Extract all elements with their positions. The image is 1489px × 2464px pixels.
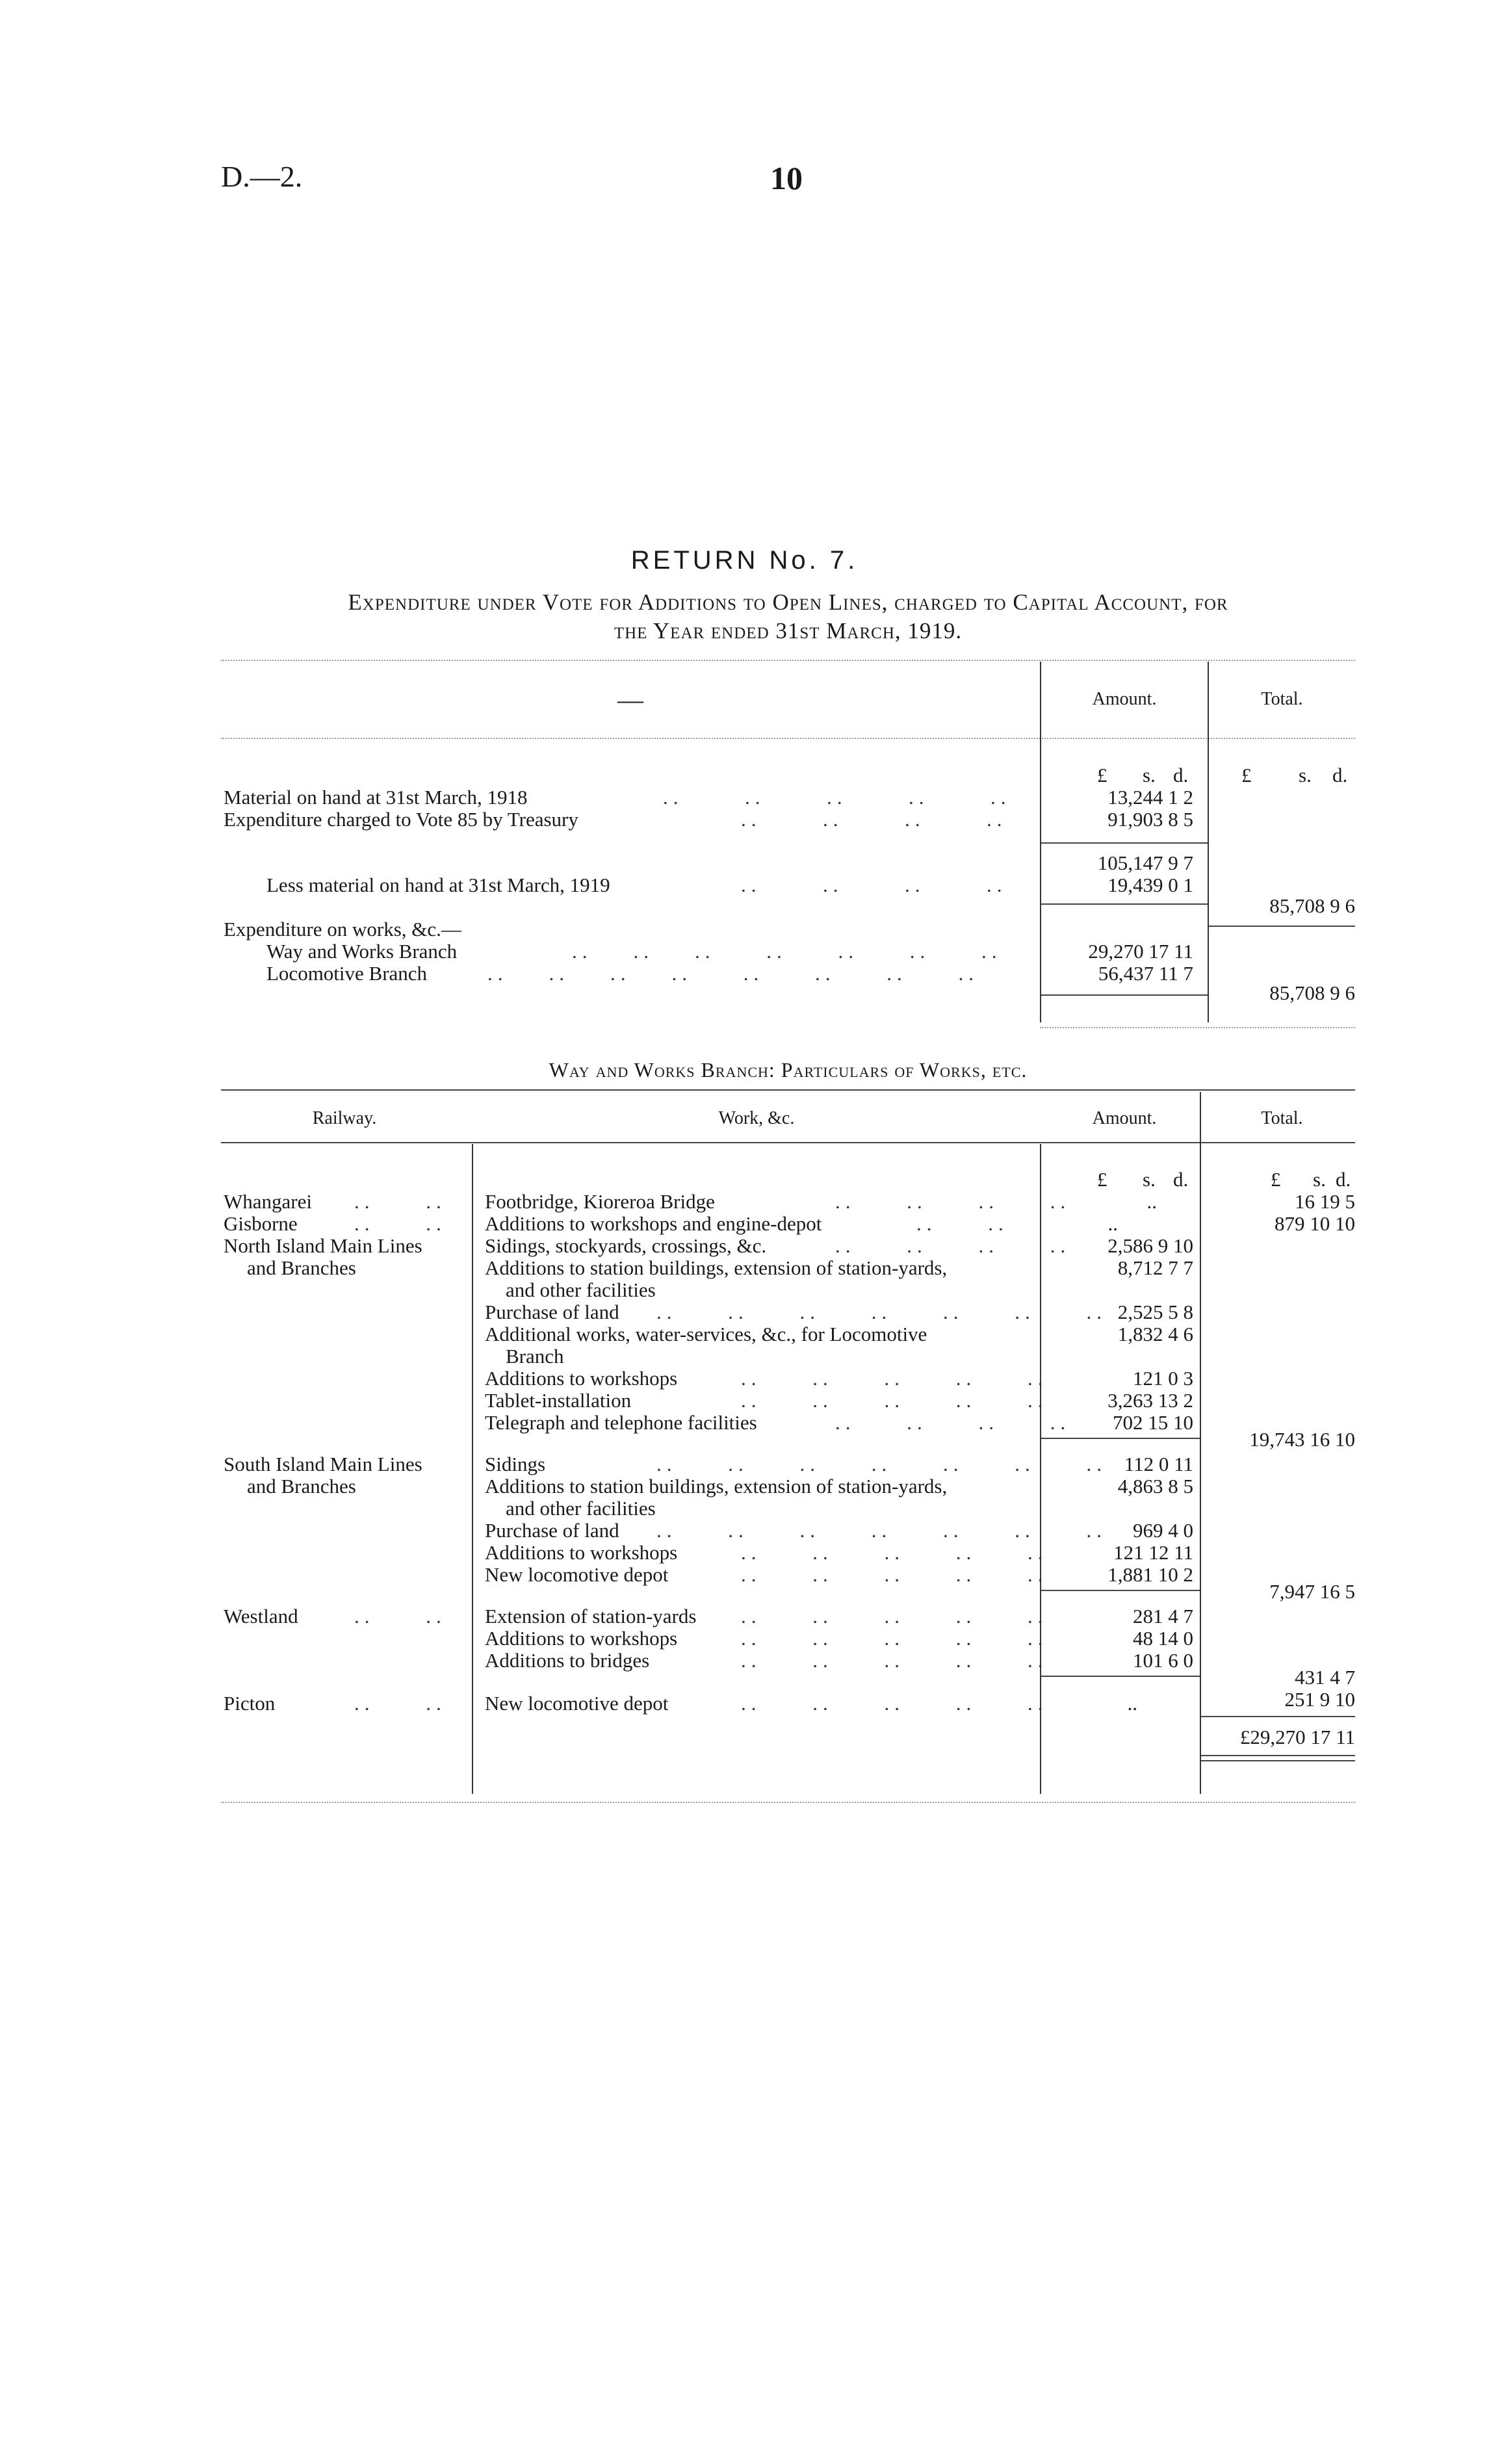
work-locomotive-services: Additional works, water-services, &c., for Locomotive: [485, 1323, 927, 1345]
amount-workshops-engine-depot: ..: [1107, 1212, 1118, 1235]
total-south-island: 7,947 16 5: [1269, 1580, 1355, 1603]
table2-divider-railway: [472, 1144, 473, 1794]
north-island-rule: [1041, 1438, 1200, 1439]
work-purchase-land: Purchase of land: [485, 1301, 619, 1323]
subtitle-line-1: Expenditure under Vote for Additions to Open Lines, charged to Capital Account, for: [348, 590, 1228, 615]
railway-westland: Westland: [224, 1605, 298, 1628]
work-telegraph-telephone: Telegraph and telephone facilities: [485, 1411, 757, 1434]
work-sidings-stockyards: Sidings, stockyards, crossings, &c.: [485, 1234, 767, 1257]
amount-additions-bridges: 101 6 0: [1133, 1649, 1193, 1672]
amount-station-buildings: 8,712 7 7: [1117, 1256, 1193, 1279]
work-additions-workshops: Additions to workshops: [485, 1367, 678, 1390]
amount-locomotive-depot-south: 1,881 10 2: [1107, 1563, 1193, 1586]
table2-col-total: Total.: [1261, 1108, 1303, 1128]
net-total: 85,708 9 6: [1269, 894, 1355, 917]
table2-top-rule: [221, 1089, 1355, 1091]
south-island-rule: [1041, 1590, 1200, 1591]
row-way-works-amount: 29,270 17 11: [1088, 940, 1193, 963]
return-title: RETURN No. 7.: [630, 546, 859, 575]
total-unit-pound: £: [1241, 764, 1252, 786]
leader-dots: .. .. .. ..: [835, 1411, 1071, 1434]
work-locomotive-services-cont: Branch: [506, 1345, 564, 1368]
leader-dots: .. .. .. ..: [741, 874, 1007, 896]
works-total: 85,708 9 6: [1269, 981, 1355, 1004]
amount-purchase-land: 2,525 5 8: [1117, 1301, 1193, 1323]
total-unit-pence: d.: [1332, 764, 1348, 786]
total-westland: 431 4 7: [1295, 1666, 1355, 1689]
leader-dots: .. ..: [354, 1692, 447, 1715]
table1-header-rule: [221, 738, 1355, 739]
total-whangarei: 16 19 5: [1295, 1190, 1355, 1213]
table1-bottom-rule: [1040, 1027, 1355, 1028]
railway-whangarei: Whangarei: [224, 1190, 312, 1213]
row-vote-85-label: Expenditure charged to Vote 85 by Treasury: [224, 808, 578, 831]
amount-purchase-land-south: 969 4 0: [1133, 1519, 1193, 1542]
leader-dots: .. .. .. .. ..: [741, 1563, 1048, 1586]
unit-pence: d.: [1173, 1168, 1189, 1191]
amount-telegraph-telephone: 702 15 10: [1113, 1411, 1193, 1434]
work-footbridge: Footbridge, Kioreroa Bridge: [485, 1190, 715, 1213]
row-material-1918-label: Material on hand at 31st March, 1918: [224, 786, 528, 809]
leader-dots: .. .. .. .. ..: [663, 786, 1011, 809]
amount-locomotive-services: 1,832 4 6: [1117, 1323, 1193, 1345]
row-locomotive-label: Locomotive Branch: [266, 962, 428, 985]
leader-dots: .. .. .. .. .. .. ..: [656, 1301, 1107, 1323]
table1-col-total: Total.: [1261, 689, 1303, 709]
row-locomotive-amount: 56,437 11 7: [1098, 962, 1193, 985]
leader-dots: .. .. .. .. ..: [741, 1541, 1048, 1564]
leader-dots: .. .. .. ..: [835, 1234, 1071, 1257]
total-unit-pound: £: [1271, 1168, 1281, 1191]
table2-col-amount: Amount.: [1092, 1108, 1157, 1128]
grand-total-rule: [1201, 1716, 1355, 1717]
work-locomotive-depot-picton: New locomotive depot: [485, 1692, 669, 1715]
grand-total: £29,270 17 11: [1239, 1726, 1355, 1748]
row-way-works-label: Way and Works Branch: [266, 940, 458, 963]
work-station-buildings: Additions to station buildings, extension of station-yards,: [485, 1256, 948, 1279]
row-subtotal-amount: 105,147 9 7: [1097, 851, 1193, 874]
subtitle-line-2: the Year ended 31st March, 1919.: [614, 618, 963, 643]
amount-station-buildings-south: 4,863 8 5: [1117, 1475, 1193, 1498]
row-vote-85-amount: 91,903 8 5: [1107, 808, 1193, 831]
table2-col-work: Work, &c.: [718, 1108, 795, 1128]
amount-extension-station-yards: 281 4 7: [1133, 1605, 1193, 1628]
railway-south-island: South Island Main Lines: [224, 1453, 422, 1475]
work-extension-station-yards: Extension of station-yards: [485, 1605, 697, 1628]
leader-dots: .. .. .. .. ..: [741, 1389, 1048, 1412]
table1-col-amount: Amount.: [1092, 689, 1157, 709]
net-rule: [1041, 903, 1208, 905]
work-purchase-land-south: Purchase of land: [485, 1519, 619, 1542]
grand-total-double-rule-1: [1201, 1755, 1355, 1756]
work-additions-bridges: Additions to bridges: [485, 1649, 650, 1672]
leader-dots: .. .. .. .. ..: [741, 1627, 1048, 1650]
subtotal-rule: [1041, 842, 1208, 844]
amount-additions-workshops: 121 0 3: [1133, 1367, 1193, 1390]
leader-dots: .. .. .. .. .. .. ..: [656, 1519, 1107, 1542]
return-subtitle: [221, 588, 1355, 645]
row-works-heading: Expenditure on works, &c.—: [224, 918, 461, 940]
work-tablet-installation: Tablet-installation: [485, 1389, 632, 1412]
leader-dots: .. .. .. .. .. .. ..: [572, 940, 1002, 963]
leader-dots: .. .. .. .. ..: [741, 1367, 1048, 1390]
table1-divider-total: [1208, 662, 1209, 1022]
work-station-buildings-cont: and other facilities: [506, 1278, 656, 1301]
leader-dots: .. ..: [354, 1605, 447, 1628]
work-locomotive-depot-south: New locomotive depot: [485, 1563, 669, 1586]
unit-pound: £: [1097, 764, 1107, 786]
unit-shillings: s.: [1143, 1168, 1156, 1191]
row-material-1918-amount: 13,244 1 2: [1107, 786, 1193, 809]
total-unit-shillings: s.: [1299, 764, 1312, 786]
work-sidings: Sidings: [485, 1453, 546, 1475]
leader-dots: .. .. .. .. ..: [741, 1692, 1048, 1715]
total-gisborne: 879 10 10: [1275, 1212, 1355, 1235]
total-unit-shillings: s.: [1313, 1168, 1326, 1191]
works-rule: [1041, 994, 1208, 996]
railway-north-island: North Island Main Lines: [224, 1234, 422, 1257]
amount-tablet-installation: 3,263 13 2: [1107, 1389, 1193, 1412]
leader-dots: .. .. .. .. ..: [741, 1605, 1048, 1628]
railway-north-island-cont: and Branches: [247, 1256, 356, 1279]
row-material-1919-label: Less material on hand at 31st March, 1919: [266, 874, 610, 896]
amount-workshops-westland: 48 14 0: [1133, 1627, 1193, 1650]
leader-dots: .. .. .. ..: [835, 1190, 1071, 1213]
table2-bottom-rule: [221, 1802, 1355, 1803]
unit-shillings: s.: [1143, 764, 1156, 786]
amount-sidings: 112 0 11: [1124, 1453, 1193, 1475]
total-picton: 251 9 10: [1284, 1688, 1355, 1711]
leader-dots: .. ..: [354, 1190, 447, 1213]
row-material-1919-amount: 19,439 0 1: [1107, 874, 1193, 896]
grand-total-double-rule-2: [1201, 1760, 1355, 1761]
page-number: 10: [770, 160, 803, 196]
railway-picton: Picton: [224, 1692, 276, 1715]
railway-gisborne: Gisborne: [224, 1212, 298, 1235]
leader-dots: .. .. .. ..: [741, 808, 1007, 831]
work-station-buildings-south-cont: and other facilities: [506, 1497, 656, 1520]
unit-pound: £: [1097, 1168, 1107, 1191]
table2-header-rule: [221, 1142, 1355, 1143]
work-workshops-engine-depot: Additions to workshops and engine-depot: [485, 1212, 822, 1235]
leader-dots: .. ..: [354, 1212, 447, 1235]
amount-footbridge: ..: [1146, 1190, 1157, 1213]
total-north-island: 19,743 16 10: [1249, 1428, 1355, 1451]
leader-dots: .. .. .. .. .. .. ..: [656, 1453, 1107, 1475]
amount-workshops-south: 121 12 11: [1113, 1541, 1193, 1564]
work-station-buildings-south: Additions to station buildings, extension of station-yards,: [485, 1475, 948, 1498]
leader-dots: .. .. .. .. ..: [741, 1649, 1048, 1672]
table1-col-description: —: [617, 685, 643, 714]
leader-dots: .. ..: [916, 1212, 1009, 1235]
unit-pence: d.: [1173, 764, 1189, 786]
railway-south-island-cont: and Branches: [247, 1475, 356, 1498]
total-rule: [1209, 926, 1355, 927]
amount-locomotive-depot-picton: ..: [1127, 1692, 1137, 1715]
table2-col-railway: Railway.: [312, 1108, 377, 1128]
document-reference: D.—2.: [221, 160, 303, 193]
table2-divider-total: [1200, 1092, 1201, 1794]
leader-dots: .. .. .. .. .. .. .. ..: [487, 962, 979, 985]
section-title: Way and Works Branch: Particulars of Works, etc.: [549, 1058, 1028, 1082]
total-unit-pence: d.: [1336, 1168, 1351, 1191]
work-workshops-westland: Additions to workshops: [485, 1627, 678, 1650]
work-workshops-south: Additions to workshops: [485, 1541, 678, 1564]
westland-rule: [1041, 1676, 1200, 1677]
table1-top-rule: [221, 660, 1355, 661]
amount-sidings-stockyards: 2,586 9 10: [1107, 1234, 1193, 1257]
